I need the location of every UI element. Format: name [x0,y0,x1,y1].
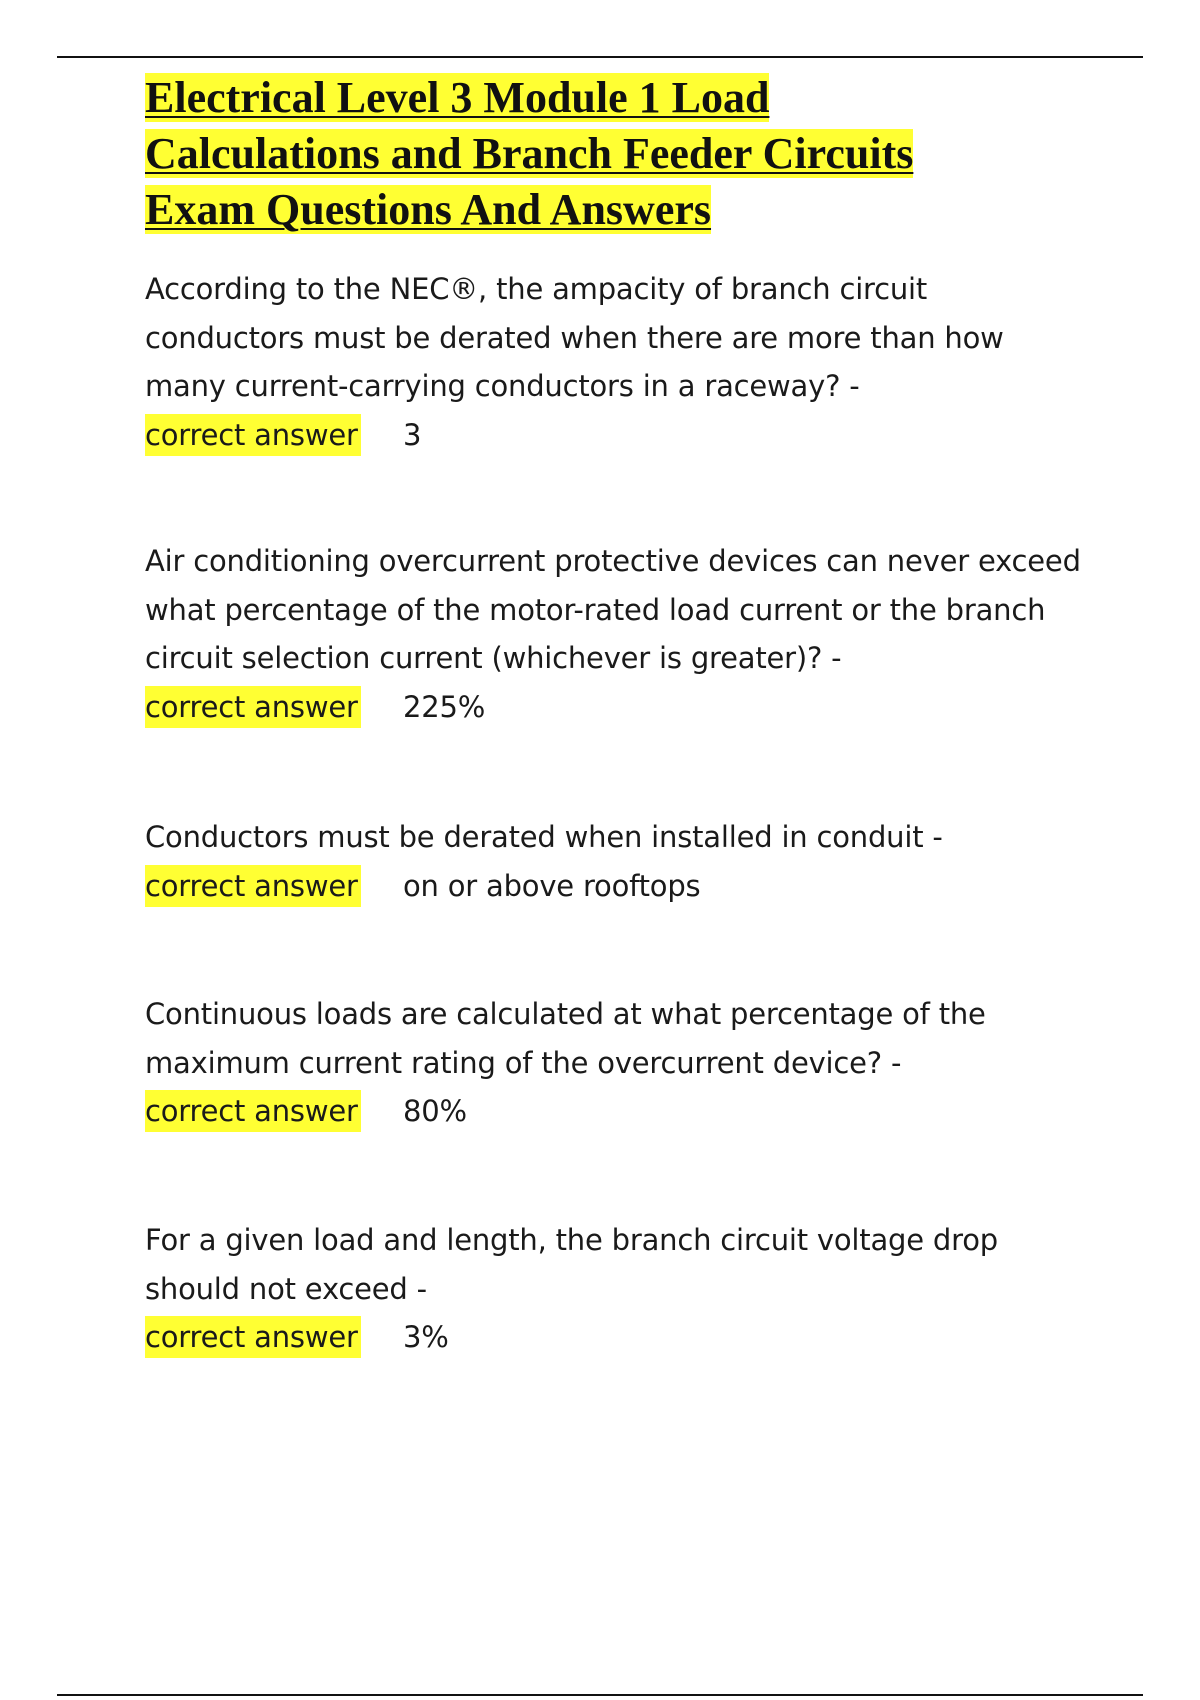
qa-item-4 [145,990,1085,1135]
question-text: For a given load and length, the branch circuit voltage drop should not exceed - [145,1223,998,1306]
answer-value: on or above rooftops [403,868,701,903]
qa-item-3 [145,813,1085,910]
answer-row [145,862,1085,910]
answer-row [145,1313,1085,1361]
answer-value: 225% [403,689,486,724]
answer-label: correct answer [145,1090,361,1132]
question-text: According to the NEC®, the ampacity of branch circuit conductors must be derated when there are more than how many current-carrying conductors in a raceway? - [145,272,1004,403]
title-line-3: Exam Questions And Answers [145,185,712,234]
answer-label: correct answer [145,1316,361,1358]
answer-label: correct answer [145,686,361,728]
answer-row [145,1087,1085,1135]
answer-label: correct answer [145,865,361,907]
title-line-2: Calculations and Branch Feeder Circuits [145,129,914,178]
answer-label: correct answer [145,414,361,456]
top-rule [57,56,1143,58]
answer-value: 3% [403,1320,449,1354]
answer-value: 3 [403,417,422,452]
qa-item-5 [145,1216,1085,1361]
answer-row [145,683,1085,731]
qa-item-1 [145,265,1085,459]
qa-item-2 [145,537,1085,731]
question-text: Air conditioning overcurrent protective devices can never exceed what percentage of the motor-rated load current or the branch circuit selection current (whichever is greater)? - [145,544,1081,675]
answer-row [145,411,1085,459]
bottom-rule [57,1694,1143,1696]
answer-value: 80% [403,1094,467,1128]
document-title [145,70,1085,238]
question-text: Continuous loads are calculated at what percentage of the maximum current rating of the overcurrent device? - [145,997,986,1080]
title-line-1: Electrical Level 3 Module 1 Load [145,73,770,122]
question-text: Conductors must be derated when installed in conduit - [145,820,943,854]
